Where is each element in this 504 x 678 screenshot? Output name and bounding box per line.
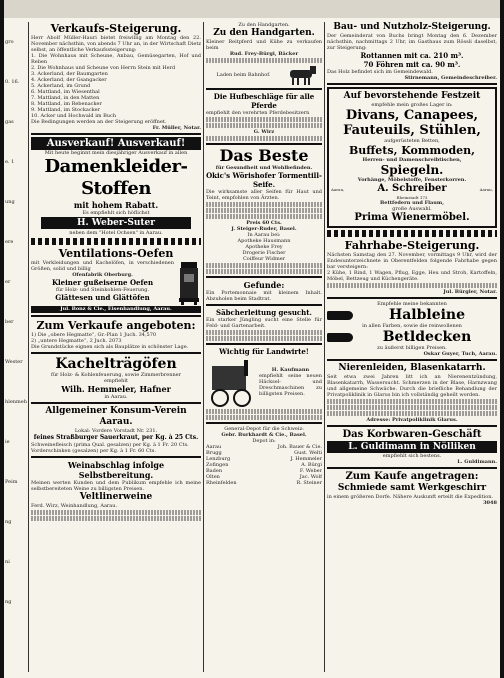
depot-town: Baden — [206, 468, 223, 474]
nieren-footer: Adresse: Privatpoliklinik Glarus. — [366, 417, 458, 423]
beste-price: Preis 60 Cts. — [246, 220, 282, 226]
zaeh-text: Ein starker Jüngling sucht eine Stelle für Feld- und Gartenarbeit. — [206, 317, 322, 329]
verkauf-items — [31, 53, 201, 119]
bau-item: Rottannen mit ca. 210 m³. — [360, 51, 464, 60]
schreiber-town2: Aarau, — [479, 186, 493, 192]
zum-title: Zum Verkaufe angeboten: — [36, 319, 196, 332]
column-3 — [327, 22, 497, 672]
depot-dealer: A. Bürgi — [301, 462, 322, 468]
divans: Divans, Canapees, — [345, 108, 479, 123]
verkauf-item: 4. Ackerland, der Gsangacker — [31, 77, 107, 83]
prima: Prima Wienermöbel. — [354, 212, 470, 223]
schreiber-addr: Rheinstadt 173 — [396, 195, 428, 200]
ausverkauf-sub: Mit heute beginnt mein diesjähriger Ausverkauf in allen — [44, 150, 188, 156]
hufbeschlag-name: G. Wirz — [253, 129, 275, 135]
depot-town: Zofingen — [206, 462, 229, 468]
ventil-sign: Jul. Bonz & Cie., Eisenhandlung, Aarau. — [31, 306, 201, 313]
kachel-text: empfiehlt — [103, 378, 129, 384]
edge-fragment-line: ber — [5, 319, 14, 325]
general-label: General-Depot für die Schweiz: — [224, 426, 304, 432]
haendler-heading: Zu den Handgarten. — [213, 28, 315, 38]
depot-town: Lenzburg — [206, 456, 231, 462]
pointing-hand-icon — [327, 333, 353, 342]
korb-title: Das Korbwaren-Geschäft — [342, 429, 482, 440]
haendler-text: Kleiner Reitpferd und Kühe zu verkaufen beim — [206, 39, 322, 51]
gefunden-text: Ein Portemonnaie mit kleinem Inhalt. Abzuholen beim Stadtrat. — [206, 290, 322, 302]
beste-text: Die wirksamste aller Seifen für Haut und Teint, empfohlen von Ärzten. — [206, 189, 322, 201]
depot-town: Olten — [206, 474, 220, 480]
konsum-line4: Vorderschinken (gesalzen) per Kg. à 1 Fr. 60 Cts. — [31, 448, 156, 454]
korb-sub: empfiehlt sich bestens. — [382, 453, 442, 459]
verkauf-item: 8. Mattland, im Rebenacker — [31, 101, 102, 107]
verkauf-text: Herr Abolf Müller-Hauri bietet freiwillig am Montag den 22. November nächsthin, von abends 7 Uhr an, in der Wirtschaft Dietz selbst, an öffentliche Verkaufssteigerung: — [31, 35, 201, 53]
fauteuils-sub: aufgerüsteten Betten, — [384, 138, 440, 144]
column-2 — [206, 22, 322, 672]
edge-fragment-line: Peim — [5, 479, 18, 485]
fahrhabe-items: 2 Kühe, 1 Rind, 1 Wagen, Pflug, Egge, Heu und Stroh, Kartoffeln, Möbel, Bettzeug und Küchengeräte. — [327, 270, 497, 282]
edge-fragment-line: ni — [5, 559, 10, 565]
beste-dealer-item: Apotheke Hausmann — [237, 238, 291, 244]
left-binding-edge — [0, 0, 4, 678]
konsum-line1: Lokal: Vordere Vorstadt Nr. 231. — [74, 428, 158, 434]
beste-dealer-item: Apotheke Frey — [245, 244, 283, 250]
verkauf-item: 7. Mattland, in den Matten — [31, 95, 100, 101]
ventil-sub: mit Verkleidungen und Kachelöfen, in verschiedenen Größen, solid und billig — [31, 260, 174, 272]
bau-text: Der Gemeinderat von Buchs bringt Montag den 6. Dezember nächsthin, nachmittags 2 Uhr, im Gasthaus zum Rössli daselbst, zur Steigerung: — [327, 33, 497, 51]
column-divider — [324, 22, 325, 672]
ausverkauf-banner: Ausverkauf! Ausverkauf! — [31, 137, 201, 150]
edge-fragment-line: ere — [5, 239, 14, 245]
verkauf-item: 5. Ackerland, im Grund — [31, 83, 91, 89]
halbleine-sub2: in allen Farben, sowie die reinwollenen — [362, 323, 462, 329]
edge-fragment-line: er — [5, 279, 11, 285]
hufbeschlag-title: Die Hufbeschläge für alle Pferde — [213, 92, 315, 110]
wichtig-sub: H. Kaufmann — [271, 367, 310, 373]
zum-text: Die Grundstücke eignen sich als Bauplätze in schönster Lage. — [31, 344, 189, 350]
ventil-line4: Glättesen und Glättöfen — [55, 293, 150, 302]
beste-dealer-item: Coiffeur Widmer — [242, 256, 286, 262]
konsum-line2: feines Straßburger Sauerkraut, per Kg. à 25 Cts. — [33, 434, 199, 441]
beste-sub: für Gesundheit und Wohlbefinden. — [215, 165, 313, 171]
page-number: 3048 — [483, 500, 497, 506]
edge-fragment-line: ng — [5, 599, 12, 605]
column-divider — [203, 22, 204, 672]
weinabsch-sign: Ferd. Wirz, Weinhandlung, Aarau. — [31, 503, 118, 509]
decorative-border — [31, 238, 201, 245]
kachel-sub: für Holz- & Kohlenfeuerung, sowie Zimmerbrenner — [50, 372, 182, 378]
depot-label: Depot in: — [252, 438, 276, 444]
schreiber-sub2: große Auswahl. — [392, 206, 432, 212]
bau-footer: Das Holz befindet sich im Gemeindewald. — [327, 69, 433, 75]
depot-list — [206, 444, 322, 486]
verkauf-item: 10. Acker und Hochwald im Buch — [31, 113, 117, 119]
damen-name: H. Weber-Suter — [41, 217, 191, 229]
verkauf-item: 1. Die Wohnhaus mit Scheune, Anbau, Gemüsegarten, Hof und Reben — [31, 53, 201, 65]
edge-fragment-line: gro — [5, 39, 14, 45]
verkauf-item: 3. Ackerland, der Baumgarten — [31, 71, 108, 77]
depot-row — [206, 480, 322, 486]
fahrhabe-sign: Jul. Bürgler, Notar. — [443, 289, 497, 295]
auf-sub: empfehle mein großes Lager in: — [371, 102, 453, 108]
column-1 — [31, 22, 201, 672]
stove-illustration — [177, 260, 201, 306]
edge-fragment-line: 0. 16. — [5, 79, 20, 85]
ventil-line3: für Holz- und Steinkohlen-Feuerung. — [55, 287, 150, 293]
halbleine: Halbleine — [388, 307, 466, 323]
machine-illustration — [206, 356, 256, 408]
schmiede: Schmiede samt Werkgeschirr — [337, 483, 487, 493]
zum-items — [31, 332, 201, 344]
nieren-text: Seit etwa zwei Jahren litt ich an Nierenentzündung, Blasenkatarrh, Wassersucht. Schmerzen in der Blase, Harnzwang und allgemeine Schwäche. Durch die briefliche Behandlung der Privatpoliklinik in Glarus bin ich vollständig geheilt worden. — [327, 374, 497, 398]
kaufe-title: Zum Kaufe angetragen: — [345, 471, 479, 482]
bau-title: Bau- und Nutzholz-Steigerung. — [333, 22, 491, 32]
column-divider — [28, 22, 29, 672]
edge-fragment-line: ie — [5, 439, 10, 445]
zaeh-title: Säbcherleitung gesucht. — [216, 308, 312, 317]
depot-dealer: Jac. Wolf — [299, 474, 322, 480]
verkauf-item: 6. Mattland, im Wiesenthal — [31, 89, 100, 95]
auf-title: Auf bevorstehende Festzeit — [343, 91, 481, 101]
betten-sub: zu äußerst billigen Preisen. — [377, 345, 447, 351]
betten-sign: Oskar Guyer, Tuch, Aarau. — [423, 351, 497, 357]
gefunden-title: Gefunde: — [243, 280, 285, 290]
beste-product: Okic's Wörishofer Tormentill-Seife. — [206, 171, 322, 189]
depot-town: Aarau — [206, 444, 222, 450]
decorative-border — [327, 230, 497, 237]
zum-item: 2) „untere Hegmatte“, 2 Juch. 2073 — [31, 338, 122, 344]
verkauf-item: 9. Mattland, im Stockacker — [31, 107, 101, 113]
damen-title: Damenkleider-Stoffen — [44, 156, 188, 199]
korb-name: L. Guldimann in Nölliken — [327, 441, 497, 453]
wichtig-text: empfiehlt seine neuen Häcksel- und Dreschmaschinen zu billigsten Preisen. — [259, 373, 322, 397]
halbleine-sub: Empfehle meine bekannten — [377, 301, 447, 307]
haendler-top: Zu den Handgarten. — [238, 22, 290, 28]
kachel-title: Kachelträgöfen — [55, 356, 177, 372]
verkauf-footer: Die Bedingungen werden an der Steigerung eröffnet. — [31, 119, 167, 125]
edge-fragment-line: ung — [5, 199, 15, 205]
fahrhabe-title: Fahrhabe-Steigerung. — [344, 239, 480, 252]
schreiber-name: A. Schreiber — [377, 183, 447, 194]
vorhaenge: Vorhänge, Möbelstoffe, Fensterkorren. — [357, 177, 467, 183]
weinabsch-name: Veltlinerweine — [79, 492, 153, 502]
herren: Herren- und Damenschreibtischen, — [362, 157, 462, 163]
wichtig-title: Wichtig für Landwirte! — [219, 347, 309, 356]
verkauf-item: 2. Die Wohnhaus und Scheune von Herrn Stein mit Herd — [31, 65, 176, 71]
weinabsch-title: Weinabschlag infolge Selbstbereitung. — [67, 460, 165, 480]
beste-dealer-list — [206, 238, 322, 262]
scan-border — [0, 0, 504, 18]
horse-illustration — [284, 64, 322, 86]
verkauf-title: Verkaufs-Steigerung. — [50, 22, 182, 35]
nieren-title: Nierenleiden, Blasenkatarrh. — [338, 363, 486, 373]
betten: Betldecken — [382, 329, 472, 345]
verkauf-sign: Fr. Müller, Notar. — [152, 125, 201, 131]
edge-fragment-line: gas — [5, 119, 14, 125]
depot-town: Brugg — [206, 450, 222, 456]
edge-fragment-line: ng — [5, 519, 12, 525]
zum-item: 1) Die „obere Hegmatte“, Gr.-Plan 1 Juch. 34,570 — [31, 332, 157, 338]
edge-fragment-line: e. 1 — [5, 159, 15, 165]
edge-fragment-line: Wester — [5, 359, 23, 365]
bau-item2: 70 Föhren mit ca. 90 m³. — [363, 60, 461, 69]
left-edge-fragment — [5, 22, 27, 672]
konsum-title: Allgemeiner Konsum-Verein Aarau. — [45, 406, 187, 427]
buffets: Buffets, Kommoden, — [348, 144, 476, 157]
fauteuils: Fauteuils, Stühlen, — [343, 123, 481, 138]
beste-sub2: In Aarau bei: — [247, 232, 281, 238]
ventil-maker: Ofenfabrik Oberburg. — [72, 272, 133, 278]
edge-fragment-text — [5, 22, 27, 622]
general-name: Gebr. Burkhardt & Cie., Basel. — [221, 432, 307, 438]
depot-dealer: Joh. Bauer & Cie. — [277, 444, 322, 450]
spiegeln: Spiegeln. — [380, 163, 444, 177]
edge-fragment-line: hlenmeh — [5, 399, 27, 405]
right-binding-edge — [500, 0, 504, 678]
kachel-addr: in Aarau. — [104, 394, 128, 400]
weinabsch-text: Meinen werten Kunden und dem Publikum empfehle ich meine selbstbereiteten Weine zu billigsten Preisen. — [31, 480, 201, 492]
fahrhabe-text: Nächsten Samstag den 27. November, vormittags 9 Uhr, wird der Endesunterzeichnete in Oberentfelden folgende Fahrhabe gegen bar versteigern: — [327, 252, 497, 270]
bau-sign: Stirnemann, Gemeindeschreiber. — [404, 75, 497, 81]
schreiber-sub: Bettfedern und Flaum, — [380, 200, 444, 206]
damen-sub: mit hohem Rabatt. — [73, 200, 159, 210]
depot-dealer: F. Weber — [299, 468, 322, 474]
ventil-title: Ventilations-Oefen — [58, 247, 174, 260]
hufbeschlag-text: empfiehlt den verehrten Pferdebesitzern — [206, 110, 310, 116]
depot-town: Rheinfelden — [206, 480, 237, 486]
korb-sign: L. Guldimann. — [457, 459, 497, 465]
ventil-line2: Kleiner gußeiserne Oefen — [51, 278, 154, 287]
depot-dealer: Gust. Welti — [294, 450, 322, 456]
beste-dealer: J. Steiger-Ruder, Basel. — [231, 226, 297, 232]
damen-addr: neben dem "Hotel Ochsen" in Aarau. — [69, 230, 163, 236]
pointing-hand-icon — [327, 311, 353, 320]
schreiber-town: Aarau, — [331, 186, 345, 192]
moebel-advert — [327, 87, 497, 228]
kachel-name: Wilh. Hemmeler, Hafner — [61, 384, 171, 394]
beste-title: Das Beste — [219, 146, 309, 165]
schmiede-sub: in einem größeren Dorfe. Nähere Auskunft erteilt die Expedition. — [327, 494, 494, 500]
haendler-name: Rud. Frey-Bürgi, Bäcker — [229, 51, 299, 57]
konsum-line3: Schweinefleisch (prima Qual. gesalzen) per Kg. à 1 Fr. 20 Cts. — [31, 442, 189, 448]
damen-text: Es empfiehlt sich höflichst — [82, 210, 150, 216]
beste-dealer-item: Drogerie Fischer — [242, 250, 286, 256]
depot-dealer: R. Steiner — [296, 480, 322, 486]
laden-text: Laden beim Bahnhof. — [216, 72, 271, 78]
depot-dealer: J. Hemmeler — [290, 456, 322, 462]
